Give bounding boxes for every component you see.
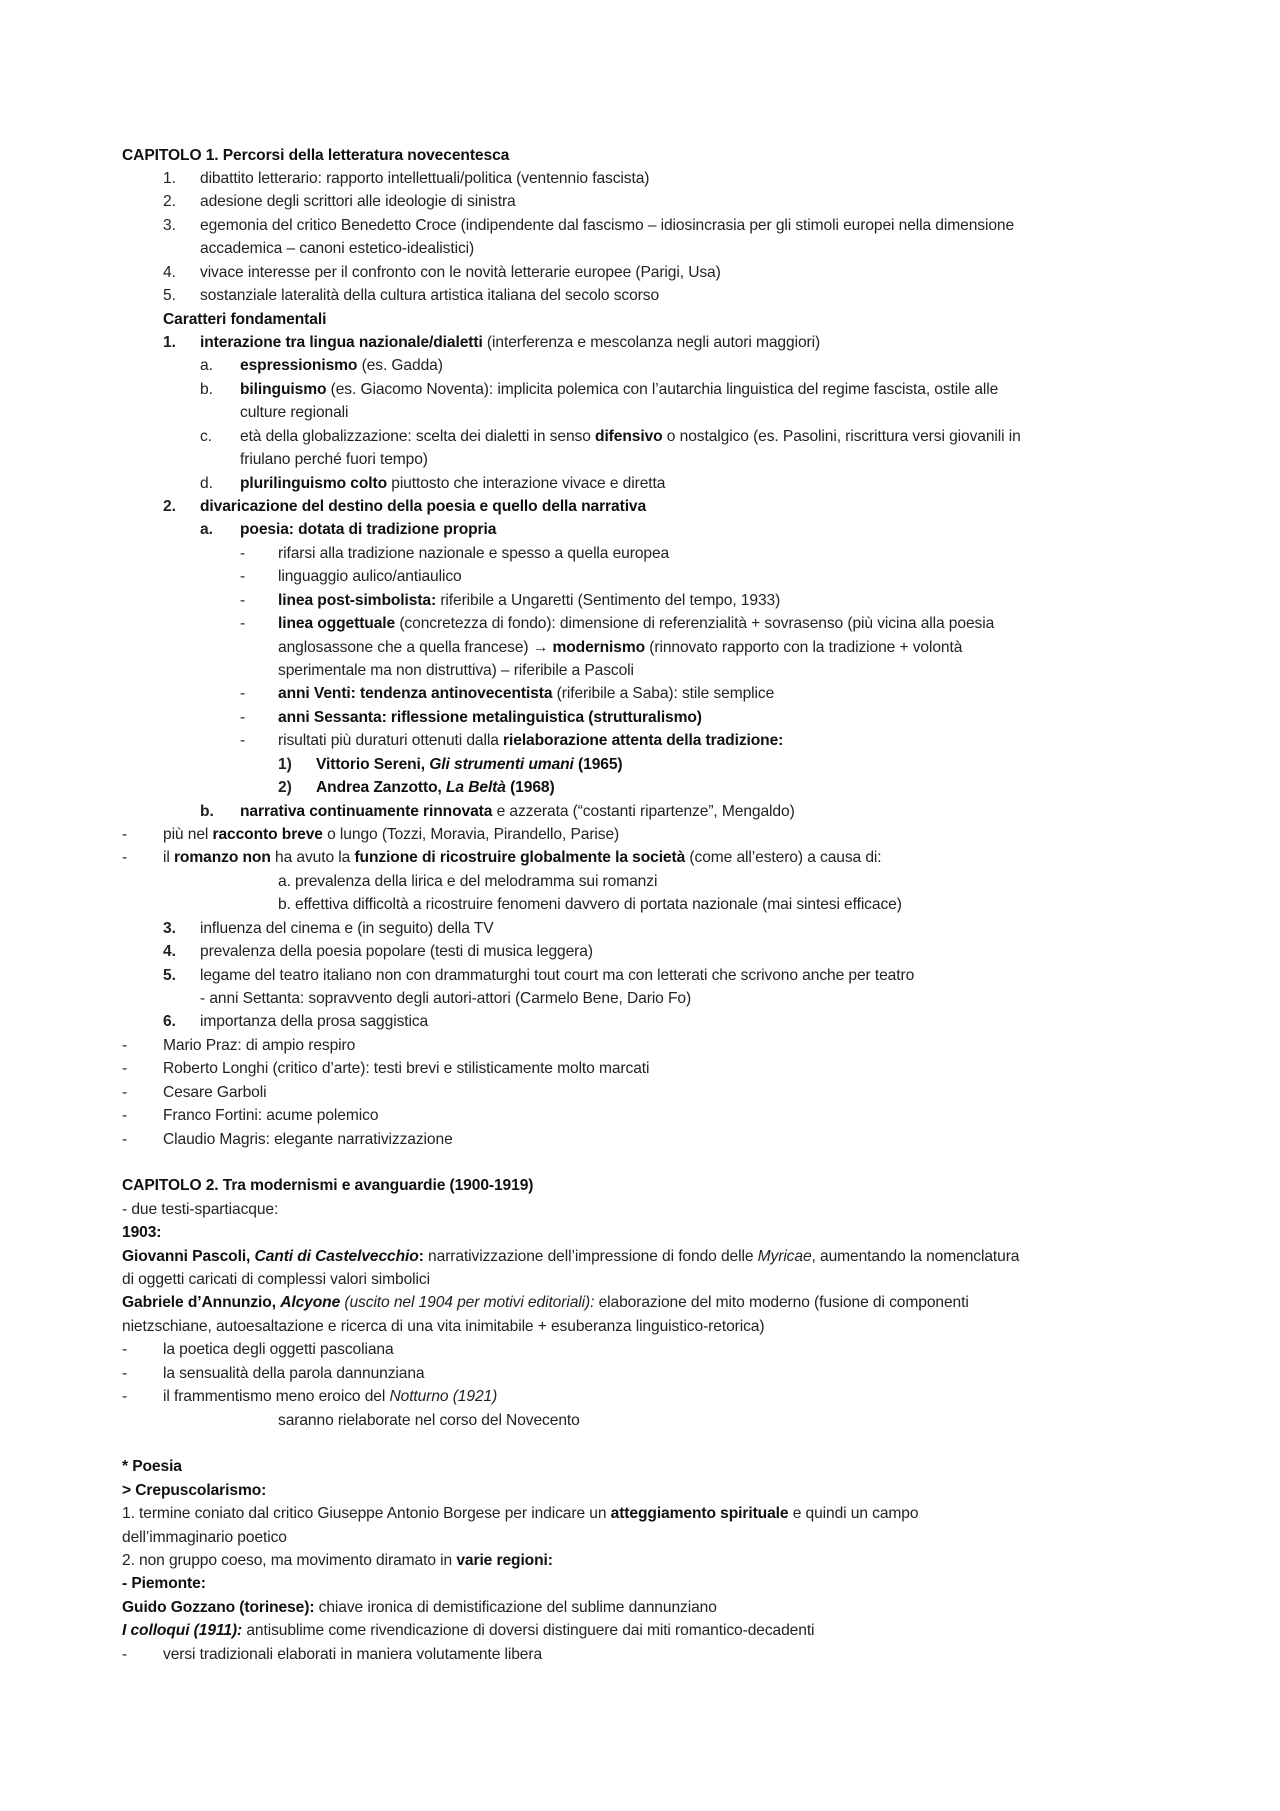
text-line (163, 1364, 425, 1384)
text-line (240, 520, 496, 540)
text-line (122, 1481, 266, 1501)
bold-text: romanzo non (173, 849, 271, 866)
plain-text: importanza della prosa saggistica (200, 1013, 429, 1030)
plain-text: ha avuto la (270, 849, 355, 866)
plain-text: narrativizzazione dell’impressione di fondo delle (423, 1248, 758, 1265)
text-line (163, 1645, 542, 1665)
text-line (200, 966, 914, 986)
plain-text: (concretezza di fondo): dimensione di referenzialità + sovrasenso (più vicina alla poesia (395, 615, 995, 632)
plain-text: culture regionali (240, 404, 349, 421)
italic-text: Notturno (1921) (389, 1388, 498, 1405)
list-marker: - (122, 1131, 128, 1148)
bold-text: linea oggettuale (278, 615, 396, 632)
text-line (163, 1083, 266, 1103)
text-line (163, 1106, 378, 1126)
bold-text: * Poesia (122, 1458, 182, 1475)
text-line (163, 1036, 355, 1056)
list-marker: a. (200, 521, 214, 538)
plain-text: 2. non gruppo coeso, ma movimento diramato in (122, 1552, 457, 1569)
bold-text: espressionismo (240, 357, 358, 374)
list-marker: - (122, 1341, 128, 1358)
list-marker: 3. (163, 217, 177, 234)
list-marker: 4. (163, 943, 177, 960)
plain-text: (rinnovato rapporto con la tradizione + volontà (645, 639, 963, 656)
bold-italic-text: Alcyone (280, 1294, 341, 1311)
bold-text: anni Sessanta: riflessione metalinguistica (strutturalismo) (278, 709, 702, 726)
plain-text: Mario Praz: di ampio respiro (163, 1037, 356, 1054)
text-line (200, 239, 474, 259)
text-line (163, 1130, 453, 1150)
plain-text: adesione degli scrittori alle ideologie di sinistra (200, 193, 516, 210)
bold-text: atteggiamento spirituale (610, 1505, 789, 1522)
text-line (240, 427, 1021, 447)
list-marker: 5. (163, 287, 177, 304)
bold-italic-text: La Beltà (445, 779, 506, 796)
plain-text: (interferenza e mescolanza negli autori maggiori) (482, 334, 821, 351)
list-marker: - (122, 849, 128, 866)
bold-text: CAPITOLO 1. Percorsi della letteratura novecentesca (122, 147, 510, 164)
text-line (122, 1457, 182, 1477)
text-line (240, 450, 428, 470)
text-line (200, 216, 1014, 236)
list-marker: 1) (278, 756, 292, 773)
list-marker: 3. (163, 920, 177, 937)
plain-text: b. effettiva difficoltà a ricostruire fenomeni davvero di portata nazionale (mai sintesi efficace) (278, 896, 902, 913)
list-marker: - (240, 592, 246, 609)
list-marker: - (240, 615, 246, 632)
bold-text: narrativa continuamente rinnovata (240, 803, 493, 820)
text-line (163, 310, 326, 330)
text-line (122, 1247, 1019, 1267)
bold-text: poesia: dotata di tradizione propria (240, 521, 497, 538)
bold-text: divaricazione del destino della poesia e quello della narrativa (200, 498, 647, 515)
plain-text: , aumentando la nomenclatura (811, 1248, 1020, 1265)
plain-text: friulano perché fuori tempo) (240, 451, 428, 468)
bold-text: - Piemonte: (122, 1575, 206, 1592)
text-line (122, 1200, 278, 1220)
list-marker: - (122, 1365, 128, 1382)
bold-text: Caratteri fondamentali (163, 311, 327, 328)
bold-text: linea post-simbolista: (278, 592, 437, 609)
plain-text: legame del teatro italiano non con drammaturghi tout court ma con letterati che scrivono anche per teatro (200, 967, 915, 984)
plain-text: (es. Giacomo Noventa): implicita polemica con l’autarchia linguistica del regime fascista, ostile alle (326, 381, 999, 398)
plain-text: egemonia del critico Benedetto Croce (indipendente dal fascismo – idiosincrasia per gli stimoli europei nella dimensione (200, 217, 1015, 234)
plain-text: dibattito letterario: rapporto intellettuali/politica (ventennio fascista) (200, 170, 650, 187)
list-marker: 5. (163, 967, 177, 984)
bold-text: Gabriele d’Annunzio, (122, 1294, 281, 1311)
plain-text: anglosassone che a quella francese) → (278, 639, 553, 656)
plain-text: - due testi-spartiacque: (122, 1201, 279, 1218)
bold-italic-text: Canti di Castelvecchio (254, 1248, 419, 1265)
list-marker: - (122, 826, 128, 843)
text-line (200, 263, 721, 283)
bold-italic-text: I colloqui (1911): (122, 1622, 243, 1639)
bold-text: Guido Gozzano (torinese): (122, 1599, 315, 1616)
text-line (200, 286, 659, 306)
text-line (200, 1012, 428, 1032)
text-line (122, 146, 509, 166)
text-line (122, 1223, 161, 1243)
list-marker: - (240, 732, 246, 749)
text-line (200, 919, 494, 939)
text-line (122, 1598, 717, 1618)
plain-text: rifarsi alla tradizione nazionale e spesso a quella europea (278, 545, 670, 562)
list-marker: 6. (163, 1013, 177, 1030)
plain-text: (es. Gadda) (357, 357, 443, 374)
plain-text: sperimentale ma non distruttiva) – riferibile a Pascoli (278, 662, 634, 679)
bold-text: 1903: (122, 1224, 162, 1241)
list-marker: - (122, 1646, 128, 1663)
list-marker: 1. (163, 170, 177, 187)
bold-italic-text: Gli strumenti umani (429, 756, 574, 773)
list-marker: 2) (278, 779, 292, 796)
plain-text: (come all’estero) a causa di: (685, 849, 882, 866)
text-line (122, 1270, 430, 1290)
text-line (278, 614, 994, 634)
bold-text: interazione tra lingua nazionale/dialetti (200, 334, 483, 351)
text-line (200, 169, 649, 189)
plain-text: nietzschiane, autoesaltazione e ricerca di una vita inimitabile + esuberanza linguistico-retorica) (122, 1318, 765, 1335)
plain-text: dell’immaginario poetico (122, 1529, 287, 1546)
list-marker: b. (200, 381, 214, 398)
plain-text: il frammentismo meno eroico del (163, 1388, 390, 1405)
text-line (240, 356, 443, 376)
text-line (163, 825, 619, 845)
bold-text: : (418, 1248, 424, 1265)
bold-text: rielaborazione attenta della tradizione: (503, 732, 784, 749)
plain-text: Claudio Magris: elegante narrativizzazione (163, 1131, 453, 1148)
plain-text: il (163, 849, 174, 866)
bold-text: plurilinguismo colto (240, 475, 388, 492)
text-line (163, 1340, 394, 1360)
text-line (200, 333, 820, 353)
plain-text: (riferibile a Saba): stile semplice (552, 685, 775, 702)
plain-text: o lungo (Tozzi, Moravia, Pirandello, Parise) (322, 826, 620, 843)
plain-text: Cesare Garboli (163, 1084, 267, 1101)
list-marker: a. (200, 357, 214, 374)
plain-text: vivace interesse per il confronto con le novità letterarie europee (Parigi, Usa) (200, 264, 721, 281)
italic-text: Myricae (757, 1248, 812, 1265)
text-line (278, 544, 669, 564)
plain-text: influenza del cinema e (in seguito) della TV (200, 920, 494, 937)
text-line (278, 1411, 580, 1431)
list-marker: b. (200, 803, 214, 820)
list-marker: 2. (163, 498, 177, 515)
text-line (122, 1293, 969, 1313)
list-marker: - (122, 1060, 128, 1077)
text-line (278, 591, 780, 611)
bold-text: Vittorio Sereni, (316, 756, 430, 773)
bold-text: bilinguismo (240, 381, 327, 398)
bold-text: difensivo (595, 428, 663, 445)
plain-text: età della globalizzazione: scelta dei dialetti in senso (240, 428, 596, 445)
plain-text: di oggetti caricati di complessi valori simbolici (122, 1271, 430, 1288)
plain-text: chiave ironica di demistificazione del sublime dannunziano (314, 1599, 717, 1616)
bold-text: Andrea Zanzotto, (316, 779, 446, 796)
italic-text: (uscito nel 1904 per motivi editoriali): (340, 1294, 595, 1311)
text-line (200, 942, 593, 962)
plain-text: e azzerata (“costanti ripartenze”, Mengaldo) (492, 803, 795, 820)
text-line (122, 1621, 814, 1641)
plain-text: accademica – canoni estetico-idealistici) (200, 240, 475, 257)
text-line (278, 872, 657, 892)
list-marker: - (240, 545, 246, 562)
text-line (316, 755, 623, 775)
plain-text: la sensualità della parola dannunziana (163, 1365, 425, 1382)
plain-text: antisublime come rivendicazione di doversi distinguere dai miti romantico-decadenti (242, 1622, 815, 1639)
plain-text: sostanziale lateralità della cultura artistica italiana del secolo scorso (200, 287, 660, 304)
text-line (278, 684, 774, 704)
bold-text: (1968) (505, 779, 555, 796)
text-line (122, 1317, 764, 1337)
list-marker: - (122, 1388, 128, 1405)
text-line (278, 895, 902, 915)
list-marker: - (122, 1084, 128, 1101)
text-line (200, 989, 691, 1009)
plain-text: Roberto Longhi (critico d’arte): testi brevi e stilisticamente molto marcati (163, 1060, 650, 1077)
text-line (122, 1528, 287, 1548)
bold-text: CAPITOLO 2. Tra modernismi e avanguardie (1900-1919) (122, 1177, 534, 1194)
plain-text: 1. termine coniato dal critico Giuseppe Antonio Borgese per indicare un (122, 1505, 611, 1522)
bold-text: anni Venti: tendenza antinovecentista (278, 685, 553, 702)
bold-text: racconto breve (212, 826, 323, 843)
plain-text: piuttosto che interazione vivace e diretta (387, 475, 666, 492)
bold-text: varie regioni: (456, 1552, 553, 1569)
plain-text: riferibile a Ungaretti (Sentimento del tempo, 1933) (436, 592, 781, 609)
bold-text: funzione di ricostruire globalmente la società (354, 849, 686, 866)
list-marker: 4. (163, 264, 177, 281)
plain-text: e quindi un campo (788, 1505, 919, 1522)
plain-text: elaborazione del mito moderno (fusione di componenti (594, 1294, 969, 1311)
plain-text: Franco Fortini: acume polemico (163, 1107, 379, 1124)
text-line (200, 497, 646, 517)
text-line (240, 403, 348, 423)
plain-text: saranno rielaborate nel corso del Novecento (278, 1412, 580, 1429)
text-line (163, 1059, 649, 1079)
bold-text: modernismo (552, 639, 646, 656)
text-line (278, 731, 783, 751)
text-line (163, 1387, 497, 1407)
text-line (278, 567, 462, 587)
text-line (163, 848, 882, 868)
list-marker: - (122, 1107, 128, 1124)
text-line (122, 1176, 533, 1196)
plain-text: linguaggio aulico/antiaulico (278, 568, 462, 585)
text-line (122, 1504, 918, 1524)
plain-text: a. prevalenza della lirica e del melodramma sui romanzi (278, 873, 658, 890)
list-marker: - (240, 685, 246, 702)
list-marker: 2. (163, 193, 177, 210)
text-line (240, 380, 998, 400)
list-marker: c. (200, 428, 213, 445)
plain-text: o nostalgico (es. Pasolini, riscrittura versi giovanili in (662, 428, 1021, 445)
list-marker: d. (200, 475, 214, 492)
text-line (200, 192, 516, 212)
text-line (278, 708, 702, 728)
plain-text: risultati più duraturi ottenuti dalla (278, 732, 504, 749)
list-marker: - (240, 709, 246, 726)
text-line (122, 1574, 206, 1594)
text-line (278, 661, 634, 681)
plain-text: prevalenza della poesia popolare (testi di musica leggera) (200, 943, 593, 960)
bold-text: (1965) (573, 756, 623, 773)
list-marker: - (122, 1037, 128, 1054)
text-line (278, 638, 962, 658)
plain-text: versi tradizionali elaborati in maniera volutamente libera (163, 1646, 543, 1663)
text-line (240, 474, 665, 494)
plain-text: più nel (163, 826, 213, 843)
text-line (240, 802, 795, 822)
list-marker: - (240, 568, 246, 585)
text-line (316, 778, 555, 798)
text-line (122, 1551, 553, 1571)
plain-text: - anni Settanta: sopravvento degli autori-attori (Carmelo Bene, Dario Fo) (200, 990, 692, 1007)
bold-text: Giovanni Pascoli, (122, 1248, 255, 1265)
plain-text: la poetica degli oggetti pascoliana (163, 1341, 394, 1358)
bold-text: > Crepuscolarismo: (122, 1482, 267, 1499)
list-marker: 1. (163, 334, 177, 351)
